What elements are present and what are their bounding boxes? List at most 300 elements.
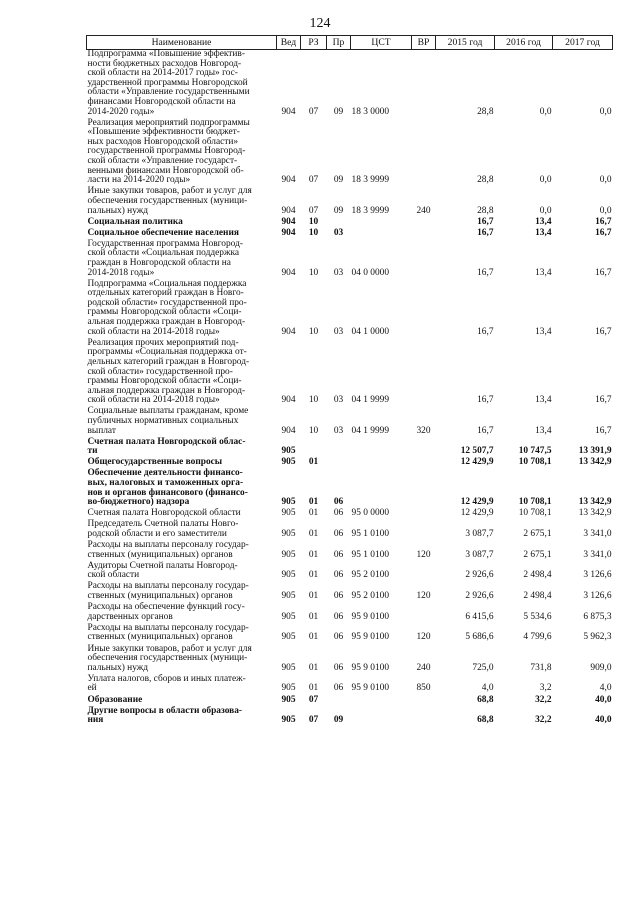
row-ved: 905 bbox=[281, 715, 296, 726]
row-2016: 2 498,4 bbox=[523, 591, 552, 602]
row-name-line: Иные закупки товаров, работ и услуг для bbox=[87, 643, 252, 654]
row-ved: 905 bbox=[281, 508, 296, 519]
row-vr bbox=[412, 438, 436, 459]
row-rz bbox=[301, 438, 327, 459]
row-2016: 13,4 bbox=[535, 395, 552, 406]
row-pr: 09 bbox=[333, 175, 344, 186]
budget-table bbox=[86, 35, 613, 727]
row-ved: 905 bbox=[281, 497, 296, 508]
row-2017: 5 962,3 bbox=[583, 632, 612, 643]
row-cst: 95 1 0100 bbox=[351, 549, 389, 560]
row-2016: 10 708,1 bbox=[518, 508, 552, 519]
row-2016: 2 675,1 bbox=[523, 529, 552, 539]
row-2017: 3 341,0 bbox=[583, 549, 612, 560]
row-rz: 07 bbox=[308, 715, 319, 726]
header-cst: ЦСТ bbox=[351, 36, 412, 50]
row-pr: 06 bbox=[333, 549, 344, 560]
row-cst: 04 1 9999 bbox=[351, 425, 389, 436]
row-ved: 905 bbox=[281, 694, 296, 705]
row-name-line: области «Управление государственными bbox=[87, 87, 250, 98]
row-vr: 240 bbox=[416, 205, 431, 216]
table-row bbox=[87, 624, 613, 645]
row-2016: 5 534,6 bbox=[523, 611, 552, 622]
row-vr: 120 bbox=[416, 632, 431, 643]
row-2017: 16,7 bbox=[595, 395, 612, 406]
row-rz: 01 bbox=[308, 611, 319, 622]
row-name-line: ской области на 2014-2018 годы» bbox=[87, 326, 220, 337]
row-rz: 10 bbox=[308, 227, 319, 238]
row-cst bbox=[351, 218, 412, 229]
row-cst: 95 9 0100 bbox=[351, 683, 389, 694]
row-cst: 04 1 9999 bbox=[351, 395, 389, 406]
row-vr bbox=[412, 240, 436, 280]
row-name-line: публичных нормативных социальных bbox=[87, 415, 239, 426]
row-cst: 18 3 9999 bbox=[351, 175, 389, 186]
table-row bbox=[87, 675, 613, 696]
row-name-line: ской области» государственной про- bbox=[87, 366, 233, 377]
row-name bbox=[87, 119, 277, 188]
row-pr: 06 bbox=[333, 683, 344, 694]
row-pr: 03 bbox=[333, 326, 344, 337]
row-2017: 16,7 bbox=[595, 216, 612, 227]
table-row bbox=[87, 119, 613, 188]
row-vr bbox=[412, 603, 436, 624]
row-name-line: Подпрограмма «Повышение эффектив- bbox=[87, 49, 245, 59]
row-ved: 904 bbox=[281, 216, 296, 227]
row-name-line: Расходы на выплаты персоналу государ- bbox=[87, 581, 249, 592]
row-2016: 10 708,1 bbox=[518, 457, 552, 468]
row-name-line: ской области на 2014-2017 годы» гос- bbox=[87, 68, 238, 79]
row-name-line: ственных (муниципальных) органов bbox=[87, 591, 233, 602]
row-ved: 904 bbox=[281, 267, 296, 278]
row-pr: 06 bbox=[333, 662, 344, 673]
row-2015: 16,7 bbox=[477, 425, 494, 436]
row-pr bbox=[327, 696, 351, 707]
row-name-line: ласти на 2014-2020 годы» bbox=[87, 175, 191, 186]
table-row bbox=[87, 438, 613, 459]
row-2017: 6 875,3 bbox=[583, 611, 612, 622]
table-row bbox=[87, 407, 613, 437]
row-cst bbox=[351, 458, 412, 469]
row-name-line: государственной программы Новгород- bbox=[87, 146, 246, 157]
row-2016: 2 675,1 bbox=[523, 549, 552, 560]
row-name-line: Социальная политика bbox=[87, 216, 183, 227]
row-name bbox=[87, 603, 277, 624]
row-rz: 10 bbox=[308, 395, 319, 406]
row-ved: 905 bbox=[281, 529, 296, 539]
row-vr bbox=[412, 458, 436, 469]
row-name bbox=[87, 469, 277, 509]
row-rz: 07 bbox=[308, 175, 319, 186]
row-vr bbox=[412, 696, 436, 707]
row-rz: 01 bbox=[308, 632, 319, 643]
row-name-line: альная поддержка граждан в Новгород- bbox=[87, 317, 246, 328]
row-cst: 95 9 0100 bbox=[351, 662, 389, 673]
table-row bbox=[87, 707, 613, 728]
row-2015: 16,7 bbox=[477, 216, 494, 227]
header-2016: 2016 год bbox=[495, 36, 553, 50]
row-2017: 16,7 bbox=[595, 326, 612, 337]
row-2017: 40,0 bbox=[595, 694, 612, 705]
row-rz: 01 bbox=[308, 570, 319, 581]
row-2016: 32,2 bbox=[535, 694, 552, 705]
row-pr: 06 bbox=[333, 529, 344, 539]
row-2017: 3 341,0 bbox=[583, 529, 612, 539]
row-name bbox=[87, 707, 277, 728]
row-pr: 03 bbox=[333, 395, 344, 406]
row-name bbox=[87, 187, 277, 217]
row-pr: 03 bbox=[333, 227, 344, 238]
table-row bbox=[87, 240, 613, 280]
row-2016: 10 708,1 bbox=[518, 497, 552, 508]
row-vr bbox=[412, 562, 436, 583]
table-row bbox=[87, 280, 613, 339]
row-name bbox=[87, 438, 277, 459]
row-rz: 07 bbox=[308, 694, 319, 705]
row-2015: 68,8 bbox=[477, 715, 494, 726]
row-2015: 725,0 bbox=[472, 662, 494, 673]
row-rz: 01 bbox=[308, 549, 319, 560]
header-name: Наименование bbox=[87, 36, 277, 50]
row-name-line: программы «Социальная поддержка от- bbox=[87, 347, 247, 358]
row-name-line: Социальные выплаты гражданам, кроме bbox=[87, 406, 249, 417]
row-cst bbox=[351, 229, 412, 240]
row-2015: 28,8 bbox=[477, 106, 494, 117]
table-row bbox=[87, 696, 613, 707]
row-rz: 01 bbox=[308, 683, 319, 694]
row-cst: 95 9 0100 bbox=[351, 611, 389, 622]
row-name-line: обеспечения государственных (муници- bbox=[87, 653, 248, 664]
row-name-line: ской области «Социальная поддержка bbox=[87, 248, 240, 259]
row-rz: 07 bbox=[308, 205, 319, 216]
row-2016: 13,4 bbox=[535, 227, 552, 238]
row-name-line: ности бюджетных расходов Новгород- bbox=[87, 58, 242, 69]
row-2016: 10 747,5 bbox=[518, 446, 552, 457]
row-2015: 12 507,7 bbox=[460, 446, 494, 457]
row-name-line: Иные закупки товаров, работ и услуг для bbox=[87, 186, 252, 197]
row-2017: 16,7 bbox=[595, 425, 612, 436]
row-pr: 06 bbox=[333, 497, 344, 508]
header-vr: ВР bbox=[412, 36, 436, 50]
row-2016: 4 799,6 bbox=[523, 632, 552, 643]
row-name bbox=[87, 541, 277, 562]
row-2015: 5 686,6 bbox=[465, 632, 494, 643]
row-name-line: Уплата налогов, сборов и иных платеж- bbox=[87, 673, 246, 684]
row-ved: 905 bbox=[281, 591, 296, 602]
row-name bbox=[87, 675, 277, 696]
row-name-line: 2014-2020 годы» bbox=[87, 106, 155, 117]
row-name-line: ской области bbox=[87, 570, 140, 581]
row-2015: 12 429,9 bbox=[460, 457, 494, 468]
row-vr: 850 bbox=[416, 683, 431, 694]
row-pr bbox=[327, 438, 351, 459]
row-name-line: ударственной программы Новгородской bbox=[87, 77, 248, 88]
row-rz: 07 bbox=[308, 106, 319, 117]
header-2017: 2017 год bbox=[553, 36, 613, 50]
row-cst: 95 2 0100 bbox=[351, 591, 389, 602]
row-name-line: Счетная палата Новгородской области bbox=[87, 508, 241, 519]
row-pr: 09 bbox=[333, 715, 344, 726]
row-rz: 01 bbox=[308, 457, 319, 468]
row-ved: 904 bbox=[281, 106, 296, 117]
row-vr bbox=[412, 218, 436, 229]
row-pr: 06 bbox=[333, 508, 344, 519]
table-row bbox=[87, 50, 613, 119]
row-name-line: родской области и его заместители bbox=[87, 529, 227, 539]
row-rz: 10 bbox=[308, 326, 319, 337]
row-2017: 0,0 bbox=[599, 205, 612, 216]
row-2016: 13,4 bbox=[535, 267, 552, 278]
row-2016: 731,8 bbox=[530, 662, 552, 673]
row-rz: 10 bbox=[308, 216, 319, 227]
row-2015: 28,8 bbox=[477, 205, 494, 216]
row-name-line: 2014-2018 годы» bbox=[87, 267, 155, 278]
table-body bbox=[87, 50, 613, 728]
row-name-line: вых, налоговых и таможенных орга- bbox=[87, 478, 244, 489]
row-2015: 12 429,9 bbox=[460, 497, 494, 508]
row-cst: 04 0 0000 bbox=[351, 267, 389, 278]
row-name-line: ния bbox=[87, 715, 104, 726]
table-header-row bbox=[87, 36, 613, 50]
row-ved: 904 bbox=[281, 227, 296, 238]
row-name-line: дарственных органов bbox=[87, 611, 173, 622]
row-cst: 18 3 0000 bbox=[351, 106, 389, 117]
row-name bbox=[87, 624, 277, 645]
row-2017: 13 342,9 bbox=[578, 497, 612, 508]
row-name-line: Реализация прочих мероприятий под- bbox=[87, 337, 239, 348]
row-vr: 320 bbox=[416, 425, 431, 436]
row-2016: 13,4 bbox=[535, 326, 552, 337]
row-name-line: Расходы на выплаты персоналу государ- bbox=[87, 622, 249, 633]
row-vr: 120 bbox=[416, 591, 431, 602]
row-cst bbox=[351, 696, 412, 707]
table-row bbox=[87, 187, 613, 217]
row-2015: 28,8 bbox=[477, 175, 494, 186]
row-2017: 909,0 bbox=[590, 662, 612, 673]
row-ved: 904 bbox=[281, 326, 296, 337]
row-vr bbox=[412, 280, 436, 339]
row-2015: 12 429,9 bbox=[460, 508, 494, 519]
row-2017: 0,0 bbox=[599, 106, 612, 117]
row-name-line: Подпрограмма «Социальная поддержка bbox=[87, 278, 247, 289]
row-2017: 13 342,9 bbox=[578, 508, 612, 519]
row-2015: 3 087,7 bbox=[465, 529, 494, 539]
row-vr bbox=[412, 469, 436, 509]
row-pr: 06 bbox=[333, 611, 344, 622]
row-cst: 95 2 0100 bbox=[351, 570, 389, 581]
row-rz: 01 bbox=[308, 591, 319, 602]
row-2016: 0,0 bbox=[539, 205, 552, 216]
row-ved: 905 bbox=[281, 446, 296, 457]
row-name-line: ственных (муниципальных) органов bbox=[87, 549, 233, 560]
row-vr bbox=[412, 509, 436, 520]
row-name bbox=[87, 407, 277, 437]
row-2017: 13 391,9 bbox=[578, 446, 612, 457]
row-cst bbox=[351, 707, 412, 728]
row-ved: 905 bbox=[281, 683, 296, 694]
table-row bbox=[87, 541, 613, 562]
row-name-line: альная поддержка граждан в Новгород- bbox=[87, 385, 246, 396]
row-ved: 905 bbox=[281, 611, 296, 622]
row-name-line: ти bbox=[87, 446, 98, 457]
row-cst: 95 1 0100 bbox=[351, 529, 389, 539]
row-name-line: выплат bbox=[87, 425, 116, 436]
row-2015: 6 415,6 bbox=[465, 611, 494, 622]
row-pr: 09 bbox=[333, 205, 344, 216]
row-rz: 01 bbox=[308, 662, 319, 673]
table-row bbox=[87, 603, 613, 624]
row-name-line: Другие вопросы в области образова- bbox=[87, 705, 243, 716]
row-rz: 01 bbox=[308, 497, 319, 508]
row-2017: 3 126,6 bbox=[583, 570, 612, 581]
row-name-line: Расходы на выплаты персоналу государ- bbox=[87, 540, 249, 551]
row-name bbox=[87, 562, 277, 583]
row-2016: 2 498,4 bbox=[523, 570, 552, 581]
table-row bbox=[87, 520, 613, 541]
header-rz: РЗ bbox=[301, 36, 327, 50]
row-name-line: ных расходов Новгородской области» bbox=[87, 136, 239, 147]
row-name-line: «Повышение эффективности бюджет- bbox=[87, 127, 240, 138]
row-pr: 06 bbox=[333, 632, 344, 643]
row-2016: 13,4 bbox=[535, 425, 552, 436]
row-name bbox=[87, 339, 277, 408]
row-cst: 18 3 9999 bbox=[351, 205, 389, 216]
row-2017: 4,0 bbox=[599, 683, 612, 694]
row-pr bbox=[327, 458, 351, 469]
row-name-line: Реализация мероприятий подпрограммы bbox=[87, 117, 250, 128]
row-name bbox=[87, 645, 277, 675]
row-cst bbox=[351, 469, 412, 509]
row-name-line: отдельных категорий граждан в Новго- bbox=[87, 288, 244, 299]
row-ved: 904 bbox=[281, 395, 296, 406]
row-2017: 16,7 bbox=[595, 227, 612, 238]
row-name-line: граммы Новгородской области «Соци- bbox=[87, 307, 242, 318]
row-2017: 40,0 bbox=[595, 715, 612, 726]
table-row bbox=[87, 469, 613, 509]
row-name-line: Аудиторы Счетной палаты Новгород- bbox=[87, 560, 238, 571]
row-name-line: нов и органов финансового (финансо- bbox=[87, 487, 248, 498]
row-name bbox=[87, 280, 277, 339]
row-name bbox=[87, 520, 277, 541]
row-pr: 06 bbox=[333, 570, 344, 581]
row-ved: 905 bbox=[281, 662, 296, 673]
row-name-line: Образование bbox=[87, 694, 143, 705]
table-row bbox=[87, 339, 613, 408]
row-2017: 13 342,9 bbox=[578, 457, 612, 468]
row-name-line: Председатель Счетной палаты Новго- bbox=[87, 519, 239, 530]
row-name-line: Обеспечение деятельности финансо- bbox=[87, 468, 243, 479]
page-number: 124 bbox=[309, 16, 331, 31]
row-name-line: граммы Новгородской области «Соци- bbox=[87, 376, 242, 387]
row-ved: 904 bbox=[281, 175, 296, 186]
row-2015: 16,7 bbox=[477, 227, 494, 238]
row-ved: 904 bbox=[281, 425, 296, 436]
row-name-line: ской области на 2014-2018 годы» bbox=[87, 395, 220, 406]
table-row bbox=[87, 562, 613, 583]
row-name-line: Счетная палата Новгородской облас- bbox=[87, 436, 246, 447]
row-ved: 905 bbox=[281, 632, 296, 643]
row-vr bbox=[412, 119, 436, 188]
row-name-line: Расходы на обеспечение функций госу- bbox=[87, 602, 245, 613]
row-vr bbox=[412, 50, 436, 119]
row-name bbox=[87, 582, 277, 603]
row-rz: 10 bbox=[308, 267, 319, 278]
row-name-line: Социальное обеспечение населения bbox=[87, 227, 239, 238]
table-row bbox=[87, 645, 613, 675]
row-2016: 32,2 bbox=[535, 715, 552, 726]
row-vr bbox=[412, 339, 436, 408]
row-rz: 10 bbox=[308, 425, 319, 436]
row-2015: 68,8 bbox=[477, 694, 494, 705]
row-pr: 03 bbox=[333, 425, 344, 436]
row-2015: 4,0 bbox=[481, 683, 494, 694]
row-2016: 0,0 bbox=[539, 175, 552, 186]
row-ved: 904 bbox=[281, 205, 296, 216]
row-name-line: венными финансами Новгородской об- bbox=[87, 165, 244, 176]
row-rz: 01 bbox=[308, 529, 319, 539]
row-vr bbox=[412, 229, 436, 240]
row-cst bbox=[351, 438, 412, 459]
row-cst: 95 9 0100 bbox=[351, 632, 389, 643]
row-name-line: Общегосударственные вопросы bbox=[87, 457, 223, 468]
row-ved: 905 bbox=[281, 570, 296, 581]
row-name bbox=[87, 240, 277, 280]
row-name-line: граждан в Новгородской области на bbox=[87, 257, 231, 268]
row-2015: 2 926,6 bbox=[465, 591, 494, 602]
table-row bbox=[87, 582, 613, 603]
row-2017: 16,7 bbox=[595, 267, 612, 278]
row-ved: 905 bbox=[281, 549, 296, 560]
row-2016: 13,4 bbox=[535, 216, 552, 227]
row-cst: 04 1 0000 bbox=[351, 326, 389, 337]
row-2015: 3 087,7 bbox=[465, 549, 494, 560]
row-name-line: Государственная программа Новгород- bbox=[87, 238, 243, 249]
row-name-line: дельных категорий граждан в Новгород- bbox=[87, 356, 250, 367]
row-2015: 16,7 bbox=[477, 267, 494, 278]
row-2016: 0,0 bbox=[539, 106, 552, 117]
row-2015: 16,7 bbox=[477, 326, 494, 337]
row-name bbox=[87, 50, 277, 119]
row-name-line: ей bbox=[87, 683, 97, 694]
row-pr: 06 bbox=[333, 591, 344, 602]
row-ved: 905 bbox=[281, 457, 296, 468]
row-name-line: обеспечения государственных (муници- bbox=[87, 195, 248, 206]
row-name-line: пальных) нужд bbox=[87, 205, 149, 216]
row-pr: 03 bbox=[333, 267, 344, 278]
row-vr: 120 bbox=[416, 549, 431, 560]
row-2016: 3,2 bbox=[539, 683, 552, 694]
row-pr: 09 bbox=[333, 106, 344, 117]
header-2015: 2015 год bbox=[436, 36, 495, 50]
row-name-line: пальных) нужд bbox=[87, 662, 149, 673]
row-name-line: родской области» государственной про- bbox=[87, 297, 247, 308]
row-2017: 3 126,6 bbox=[583, 591, 612, 602]
row-2015: 16,7 bbox=[477, 395, 494, 406]
row-vr bbox=[412, 707, 436, 728]
row-vr: 240 bbox=[416, 662, 431, 673]
row-cst: 95 0 0000 bbox=[351, 508, 389, 519]
row-2017: 0,0 bbox=[599, 175, 612, 186]
row-name-line: ственных (муниципальных) органов bbox=[87, 632, 233, 643]
row-vr bbox=[412, 520, 436, 541]
row-name bbox=[87, 696, 277, 707]
header-ved: Вед bbox=[277, 36, 301, 50]
row-rz: 01 bbox=[308, 508, 319, 519]
header-pr: Пр bbox=[327, 36, 351, 50]
row-2015: 2 926,6 bbox=[465, 570, 494, 581]
row-name-line: во-бюджетного) надзора bbox=[87, 497, 190, 508]
row-name-line: ской области «Управление государст- bbox=[87, 156, 238, 167]
